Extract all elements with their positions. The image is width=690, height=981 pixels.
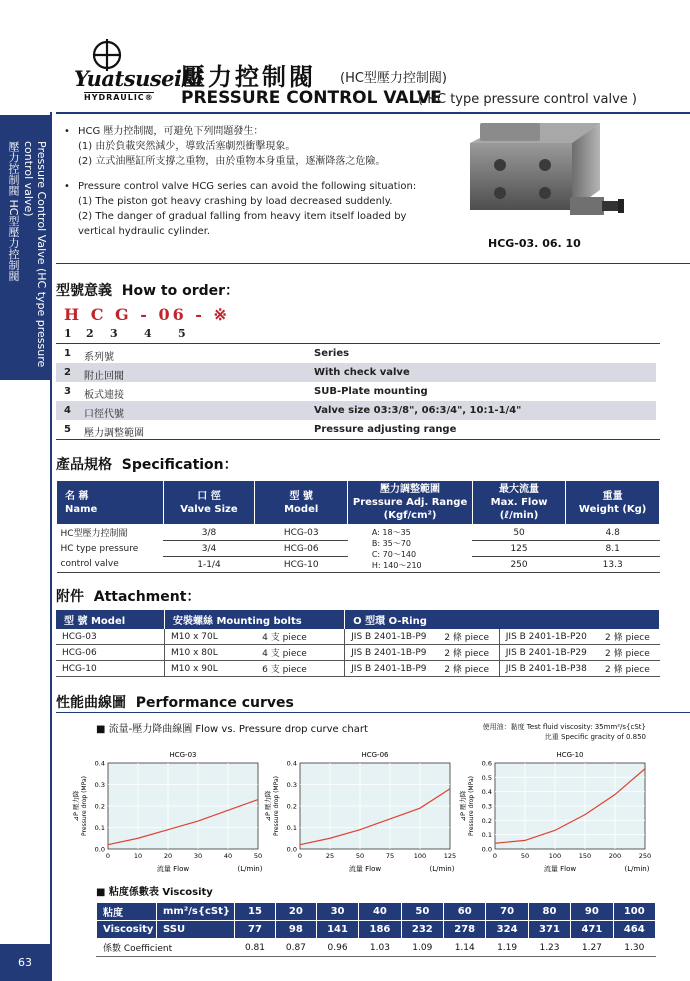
viscosity-cell: 1.14 <box>444 939 486 957</box>
order-row: 1 系列號 Series <box>64 348 350 363</box>
order-row: 4 口徑代號 Valve size 03:3/8", 06:3/4", 10:1-1/4" <box>56 401 656 420</box>
viscosity-cell: 0.81 <box>235 939 276 957</box>
x-tick-label: 100 <box>548 852 562 860</box>
x-tick-label: 0 <box>297 852 303 860</box>
y-tick-label: 0.1 <box>481 831 492 840</box>
viscosity-row-cst: 粘度 mm²/s{cSt} 15 20 30 40 50 60 70 80 90 100 <box>97 903 656 921</box>
intro-en-item-2: (2) The danger of gradual falling from heavy item itself loaded by vertical hydraulic cylinder. <box>78 211 407 237</box>
section-rule <box>56 263 690 264</box>
intro-zh-item-1: (1) 由於負載突然減少，導致活塞劇烈衝擊現象。 <box>78 141 296 152</box>
y-tick-label: 0.0 <box>286 845 297 854</box>
spec-range-cell: A: 18～35 B: 35～70 C: 70～140 H: 140～210 <box>348 525 472 573</box>
code-pos: 2 <box>86 327 94 340</box>
viscosity-cell: 278 <box>444 921 486 939</box>
page-title-zh: 壓力控制閥 <box>181 63 316 91</box>
viscosity-cell: 0.87 <box>275 939 316 957</box>
model-code: H C G - 06 - ※ <box>64 305 230 324</box>
y-tick-label: 0.1 <box>286 824 297 832</box>
y-axis-label-zh: ⊿P 壓力降 <box>459 790 467 822</box>
viscosity-cell: 1.09 <box>401 939 443 957</box>
page-subtitle-zh: (HC型壓力控制閥) <box>340 71 447 86</box>
viscosity-cell: 30 <box>316 903 358 921</box>
viscosity-row-coef: 係數 Coefficient 0.81 0.87 0.96 1.03 1.09 1.14 1.19 1.23 1.27 1.30 <box>97 939 656 957</box>
y-tick-label: 0.0 <box>481 845 492 854</box>
spec-table <box>56 480 660 573</box>
viscosity-cell: 15 <box>235 903 276 921</box>
y-tick-label: 0.3 <box>286 781 297 789</box>
page-subtitle-en: ( HC type pressure control valve ) <box>418 92 638 107</box>
x-tick-label: 75 <box>385 852 395 860</box>
y-tick-label: 0.6 <box>481 759 492 768</box>
viscosity-cell: 141 <box>316 921 358 939</box>
attachment-table <box>56 610 660 677</box>
performance-charts <box>60 742 660 877</box>
intro-zh-bullet: • HCG 壓力控制閥，可避免下列問題發生： <box>64 124 424 139</box>
sidebar-title-en: Pressure Control Valve (HC type pressure control valve) <box>22 141 48 368</box>
x-tick-label: 125 <box>443 852 457 860</box>
y-tick-label: 0.5 <box>481 773 492 782</box>
x-tick-label: 10 <box>133 852 143 860</box>
viscosity-cell: 471 <box>571 921 613 939</box>
code-pos: 1 <box>64 327 72 340</box>
order-table <box>56 344 656 439</box>
test-fluid-note: 使用油：黏度 Test fluid viscosity: 35mm²/s{cSt} <box>482 723 646 731</box>
page-number: 63 <box>0 944 50 981</box>
spec-col-size: 口 徑 Valve Size <box>163 481 254 525</box>
viscosity-cell: 0.96 <box>316 939 358 957</box>
y-tick-label: 0.1 <box>94 824 105 832</box>
intro-en-bullet: • Pressure control valve HCG series can avoid the following situation: <box>64 179 424 194</box>
attachment-title-zh: 附件 <box>56 589 84 605</box>
viscosity-table <box>96 902 656 957</box>
code-pos: 4 <box>144 327 152 340</box>
y-axis-label-en: Pressure drop (MPa) <box>468 776 475 836</box>
x-axis-label: 流量 Flow <box>543 865 577 873</box>
viscosity-cell: 60 <box>444 903 486 921</box>
y-tick-label: 0.4 <box>481 788 492 797</box>
performance-subtitle: ■ 流量-壓力降曲線圖 Flow vs. Pressure drop curve chart <box>96 724 368 735</box>
x-tick-label: 30 <box>193 852 203 860</box>
logo-text: Yuatsuseiki <box>74 66 204 91</box>
spec-title-zh: 產品規格 <box>56 457 112 473</box>
performance-rule <box>56 712 690 713</box>
x-tick-label: 0 <box>492 852 498 860</box>
viscosity-cell: 20 <box>275 903 316 921</box>
intro-zh-item-2: (2) 立式油壓缸所支撐之重物，由於重物本身重量，逐漸降落之危險。 <box>78 156 386 167</box>
viscosity-cell: 100 <box>613 903 655 921</box>
attachment-row: HCG-10 M10 x 90L 6 支 piece JIS B 2401-1B-P9 2 條 piece JIS B 2401-1B-P38 2 條 piece <box>56 661 660 677</box>
order-section-title <box>56 280 239 300</box>
viscosity-cell: 1.03 <box>359 939 401 957</box>
viscosity-cell: 371 <box>528 921 570 939</box>
sidebar <box>0 95 50 981</box>
performance-section-title <box>56 692 294 712</box>
performance-title-zh: 性能曲線圖 <box>56 695 126 711</box>
viscosity-cell: 98 <box>275 921 316 939</box>
product-image <box>450 115 640 235</box>
y-axis-label-en: Pressure drop (MPa) <box>273 776 280 836</box>
x-tick-label: 250 <box>638 852 652 860</box>
spec-row: HC型壓力控制閥 3/8 HCG-03 A: 18～35 B: 35～70 C: 70～140 H: 140～210 50 4.8 <box>57 525 660 541</box>
spec-col-flow: 最大流量 Max. Flow (ℓ/min) <box>472 481 566 525</box>
x-tick-label: 0 <box>105 852 111 860</box>
viscosity-cell: 70 <box>486 903 528 921</box>
intro-bullets <box>64 124 424 239</box>
order-title-zh: 型號意義 <box>56 283 112 299</box>
attachment-row: HCG-03 M10 x 70L 4 支 piece JIS B 2401-1B-P9 2 條 piece JIS B 2401-1B-P20 2 條 piece <box>56 629 660 645</box>
sidebar-rule <box>50 112 52 981</box>
y-axis-label-zh: ⊿P 壓力降 <box>264 790 272 822</box>
sidebar-title-zh: 壓力控制閥 HC型壓力控制閥 <box>7 141 20 282</box>
order-row: 5 壓力調整範圍 Pressure adjusting range <box>64 424 457 439</box>
attachment-row: HCG-06 M10 x 80L 4 支 piece JIS B 2401-1B-P9 2 條 piece JIS B 2401-1B-P29 2 條 piece <box>56 645 660 661</box>
viscosity-cell: 90 <box>571 903 613 921</box>
x-tick-label: 150 <box>578 852 592 860</box>
y-tick-label: 0.4 <box>286 759 297 768</box>
chart-title: HCG-10 <box>556 751 584 759</box>
x-axis-unit: (L/min) <box>429 865 455 873</box>
x-tick-label: 50 <box>355 852 365 860</box>
chart-panel <box>71 751 263 873</box>
specific-gravity-note: 比重 Specific gracity of 0.850 <box>544 733 646 741</box>
spec-row: HC type pressure 3/4 HCG-06 125 8.1 <box>57 541 660 557</box>
header-rule <box>56 112 690 114</box>
spec-col-name: 名 稱 Name <box>57 481 164 525</box>
y-tick-label: 0.2 <box>286 802 297 811</box>
viscosity-cell: 1.30 <box>613 939 655 957</box>
order-row: 3 板式連接 SUB-Plate mounting <box>64 386 428 401</box>
attachment-header-row: 型 號 Model 安裝螺絲 Mounting bolts O 型環 O-Ring <box>56 610 660 629</box>
y-tick-label: 0.3 <box>94 781 105 789</box>
x-tick-label: 50 <box>520 852 530 860</box>
y-tick-label: 0.3 <box>481 802 492 811</box>
x-tick-label: 40 <box>223 852 233 860</box>
logo-subtext: HYDRAULIC® <box>84 93 154 102</box>
viscosity-cell: 232 <box>401 921 443 939</box>
y-tick-label: 0.2 <box>94 802 105 811</box>
attachment-title-en: Attachment： <box>93 589 201 605</box>
viscosity-cell: 1.23 <box>528 939 570 957</box>
spec-col-weight: 重量 Weight (Kg) <box>566 481 660 525</box>
spec-col-range: 壓力調整範圍 Pressure Adj. Range (Kgf/cm²) <box>348 481 472 525</box>
performance-title-en: Performance curves <box>135 695 294 711</box>
viscosity-cell: 50 <box>401 903 443 921</box>
x-axis-label: 流量 Flow <box>156 865 190 873</box>
product-caption: HCG-03. 06. 10 <box>488 237 581 250</box>
sidebar-band <box>0 115 50 380</box>
y-axis-label-zh: ⊿P 壓力降 <box>72 790 80 822</box>
viscosity-cell: 77 <box>235 921 276 939</box>
chart-title: HCG-06 <box>361 751 389 759</box>
chart-panel <box>458 751 651 873</box>
viscosity-cell: 1.27 <box>571 939 613 957</box>
x-axis-unit: (L/min) <box>624 865 650 873</box>
y-tick-label: 0.2 <box>481 816 492 825</box>
viscosity-cell: 464 <box>613 921 655 939</box>
spec-header-row <box>57 481 660 525</box>
y-axis-label-en: Pressure drop (MPa) <box>81 776 88 836</box>
y-tick-label: 0.0 <box>94 845 105 854</box>
spec-row: control valve 1-1/4 HCG-10 250 13.3 <box>57 557 660 573</box>
x-tick-label: 100 <box>413 852 427 860</box>
chart-title: HCG-03 <box>169 751 197 759</box>
viscosity-title: ■ 粘度係數表 Viscosity <box>96 887 213 898</box>
x-tick-label: 20 <box>163 852 173 860</box>
order-table-bottom-rule <box>56 439 660 440</box>
x-tick-label: 25 <box>325 852 335 860</box>
model-code-positions <box>64 327 264 341</box>
spec-col-model: 型 號 Model <box>255 481 348 525</box>
viscosity-cell: 40 <box>359 903 401 921</box>
x-tick-label: 50 <box>253 852 263 860</box>
attachment-section-title <box>56 586 200 606</box>
order-title-en: How to order： <box>121 283 240 299</box>
y-tick-label: 0.4 <box>94 759 105 768</box>
viscosity-cell: 324 <box>486 921 528 939</box>
x-tick-label: 200 <box>608 852 622 860</box>
chart-panel <box>263 751 456 873</box>
viscosity-row-ssu: Viscosity SSU 77 98 141 186 232 278 324 371 471 464 <box>97 921 656 939</box>
intro-en-item-1: (1) The piston got heavy crashing by load decreased suddenly. <box>78 196 393 207</box>
x-axis-label: 流量 Flow <box>348 865 382 873</box>
spec-section-title <box>56 454 238 474</box>
viscosity-cell: 1.19 <box>486 939 528 957</box>
order-row: 2 附止回閥 With check valve <box>56 363 656 382</box>
code-pos: 3 <box>110 327 118 340</box>
code-pos: 5 <box>178 327 186 340</box>
x-axis-unit: (L/min) <box>237 865 263 873</box>
viscosity-cell: 186 <box>359 921 401 939</box>
viscosity-cell: 80 <box>528 903 570 921</box>
spec-title-en: Specification： <box>121 457 238 473</box>
page-title-en: PRESSURE CONTROL VALVE <box>181 88 442 108</box>
